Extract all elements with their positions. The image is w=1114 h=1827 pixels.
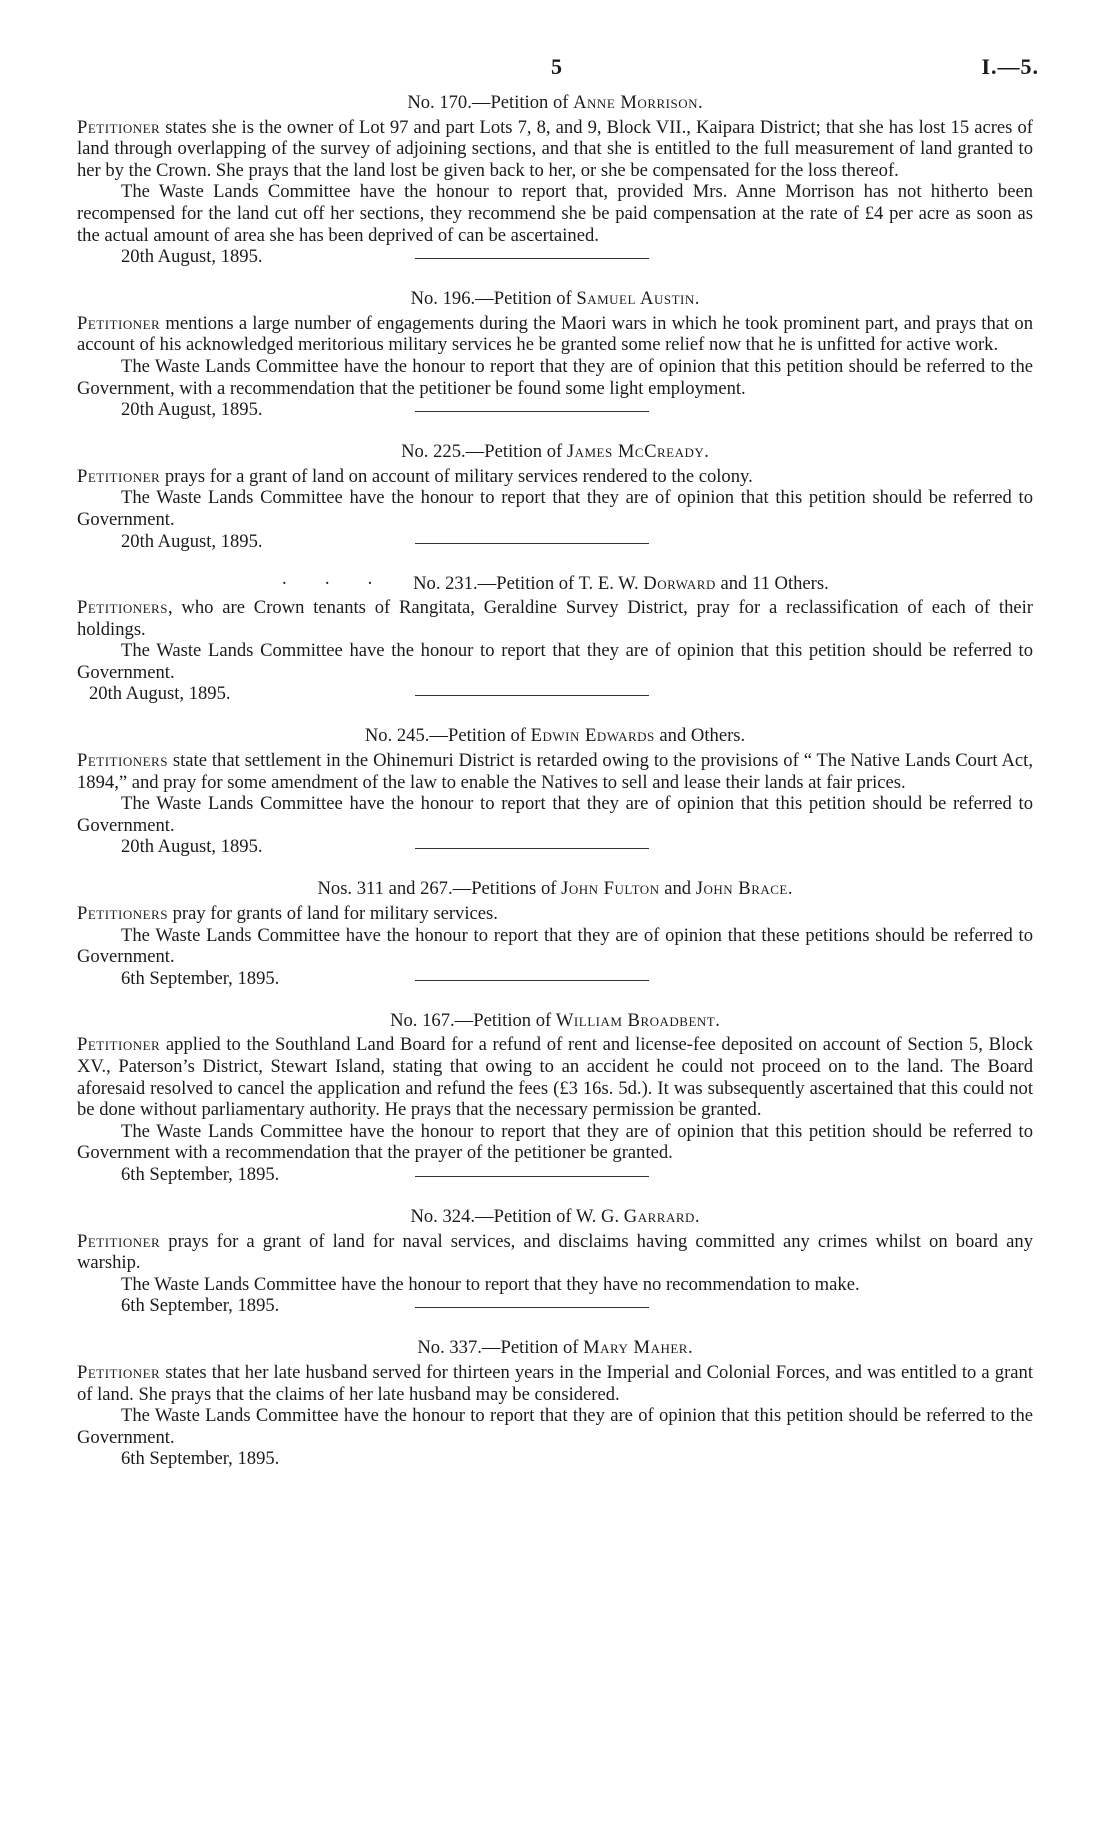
petition-title: No. 337.—Petition of Mary Maher. [417, 1337, 693, 1359]
petitioner-name: Edwin Edwards [530, 725, 655, 747]
date-line [77, 683, 1033, 705]
petition-statement: Petitioners state that settlement in the Ohinemuri District is retarded owing to the provisions of “ The Native Lands Court Act, 1894,” and pray for some amendment of the law to enable the Natives to sell and lease their lands at fair prices. [77, 750, 1033, 793]
petitioner-name-2: John Brace [695, 878, 788, 900]
petitioner-lead: Petitioner [77, 1230, 161, 1252]
committee-report: The Waste Lands Committee have the honour to report that they have no recommendation to make. [121, 1273, 860, 1295]
date-line [77, 246, 1033, 268]
report-date: 6th September, 1895. [121, 1448, 280, 1470]
date-line [77, 531, 1033, 553]
committee-report: The Waste Lands Committee have the honour to report that they are of opinion that this petition should be referred to the Government. [77, 1405, 1033, 1448]
petition-title: No. 170.—Petition of Anne Morrison. [407, 92, 703, 113]
petition-statement: Petitioner prays for a grant of land on account of military services rendered to the colony. [77, 465, 753, 487]
petition-title: No. 225.—Petition of James McCready. [401, 441, 709, 463]
petitioner-name: William Broadbent [555, 1009, 716, 1031]
document-reference: I.—5. [981, 54, 1039, 79]
section-divider [415, 1307, 649, 1308]
petition-entry [77, 1010, 1033, 1186]
report-date: 20th August, 1895. [89, 683, 231, 705]
petition-entry [77, 1337, 1033, 1470]
report-date: 20th August, 1895. [121, 399, 263, 421]
document-page [77, 0, 1039, 1470]
committee-report: The Waste Lands Committee have the honour to report that, provided Mrs. Anne Morrison has not hitherto been recompensed for the land cut off her sections, they recommend she be paid compensation at the rate of £4 per acre as soon as the actual amount of area she has been deprived of can be ascertained. [77, 181, 1033, 246]
petition-statement: Petitioners pray for grants of land for military services. [77, 903, 498, 925]
petition-entry [77, 878, 1033, 989]
date-line [77, 1164, 1033, 1186]
petition-title: No. 245.—Petition of Edwin Edwards and Others. [364, 725, 746, 747]
petition-entry [77, 441, 1033, 552]
committee-report: The Waste Lands Committee have the honour to report that they are of opinion that these petitions should be referred to Government. [77, 924, 1033, 968]
petitioner-lead: Petitioners [77, 750, 168, 772]
report-date: 6th September, 1895. [121, 967, 280, 989]
committee-report: The Waste Lands Committee have the honour to report that they are of opinion that this petition should be referred to Government. [77, 487, 1033, 530]
petitioner-lead: Petitioner [77, 116, 161, 138]
date-line [77, 399, 1033, 421]
petitioner-lead: Petitioners [77, 597, 168, 619]
petitioner-name: Samuel Austin [576, 288, 695, 310]
petitioner-lead: Petitioner [77, 1361, 161, 1383]
date-line [77, 836, 1033, 858]
petitioner-name: John Fulton [561, 878, 660, 900]
committee-report: The Waste Lands Committee have the honour to report that they are of opinion that this petition should be referred to Government with a recommendation that the prayer of the petitioner be granted. [77, 1120, 1033, 1164]
report-date: 20th August, 1895. [121, 246, 263, 268]
committee-report: The Waste Lands Committee have the honour to report that they are of opinion that this petition should be referred to Government. [77, 640, 1033, 683]
petitioner-name: Garrard [623, 1205, 695, 1227]
petitioner-name: Dorward [643, 572, 716, 594]
petition-title: No. 167.—Petition of William Broadbent. [390, 1009, 720, 1031]
report-date: 20th August, 1895. [121, 530, 263, 552]
petitioner-name: Anne Morrison [573, 92, 699, 113]
petition-statement: Petitioners, who are Crown tenants of Rangitata, Geraldine Survey District, pray for a reclassification of each of their holdings. [77, 597, 1033, 640]
petition-title: Nos. 311 and 267.—Petitions of John Fulton and John Brace. [317, 878, 793, 900]
petitioner-lead: Petitioner [77, 465, 161, 487]
date-line [77, 1295, 1033, 1317]
report-date: 20th August, 1895. [121, 836, 263, 858]
petition-statement: Petitioner states she is the owner of Lot 97 and part Lots 7, 8, and 9, Block VII., Kaipara District; that she has lost 15 acres of land through overlapping of the survey of adjoining sections, and that she is entitled to the full measurement of land granted to her by the Crown. She prays that the land lost be given back to her, or she be compensated for the loss thereof. [77, 116, 1033, 181]
petition-title: No. 196.—Petition of Samuel Austin. [410, 288, 700, 310]
petition-entry [77, 1206, 1033, 1317]
date-line [77, 968, 1033, 990]
section-divider [415, 258, 649, 259]
leader-dots: · · · [281, 572, 390, 594]
committee-report: The Waste Lands Committee have the honour to report that they are of opinion that this petition should be referred to Government. [77, 793, 1033, 836]
section-divider [415, 543, 649, 544]
petition-statement: Petitioner mentions a large number of engagements during the Maori wars in which he took prominent part, and prays that on account of his acknowledged meritorious military services he be granted some relief now that he is unfitted for active work. [77, 312, 1033, 356]
petition-entry [77, 725, 1033, 858]
page-header [77, 0, 1039, 79]
petitioner-name: James McCready [566, 441, 705, 463]
petition-title: · · · No. 231.—Petition of T. E. W. Dorward and 11 Others. [281, 572, 829, 594]
petition-statement: Petitioner applied to the Southland Land Board for a refund of rent and license-fee deposited on account of Section 5, Block XV., Paterson’s District, Stewart Island, stating that owing to an accident he could not proceed on to the land. The Board aforesaid resolved to cancel the application and refund the fees (£3 16s. 5d.). It was subsequently ascertained that this could not be done without parliamentary authority. He prays that the necessary permission be granted. [77, 1034, 1033, 1121]
petition-entry [77, 288, 1033, 421]
petitioner-lead: Petitioner [77, 1034, 161, 1056]
committee-report: The Waste Lands Committee have the honour to report that they are of opinion that this petition should be referred to the Government, with a recommendation that the petitioner be found some light employment. [77, 355, 1033, 399]
page-number: 5 [551, 54, 562, 79]
petitioner-lead: Petitioner [77, 312, 161, 334]
petition-entry [77, 573, 1033, 706]
section-divider [415, 411, 649, 412]
section-divider [415, 980, 649, 981]
petition-title: No. 324.—Petition of W. G. Garrard. [410, 1205, 700, 1227]
section-divider [415, 1176, 649, 1177]
petition-statement: Petitioner states that her late husband served for thirteen years in the Imperial and Colonial Forces, and was entitled to a grant of land. She prays that the claims of her late husband may be considered. [77, 1361, 1033, 1405]
report-date: 6th September, 1895. [121, 1295, 280, 1317]
section-divider [415, 848, 649, 849]
section-divider [415, 695, 649, 696]
date-line [77, 1448, 1033, 1470]
report-date: 6th September, 1895. [121, 1163, 280, 1185]
petition-statement: Petitioner prays for a grant of land for naval services, and disclaims having committed any crimes whilst on board any warship. [77, 1230, 1033, 1274]
petition-entry [77, 92, 1033, 268]
petitioner-name: Mary Maher [583, 1337, 688, 1359]
petitioner-lead: Petitioners [77, 903, 168, 925]
